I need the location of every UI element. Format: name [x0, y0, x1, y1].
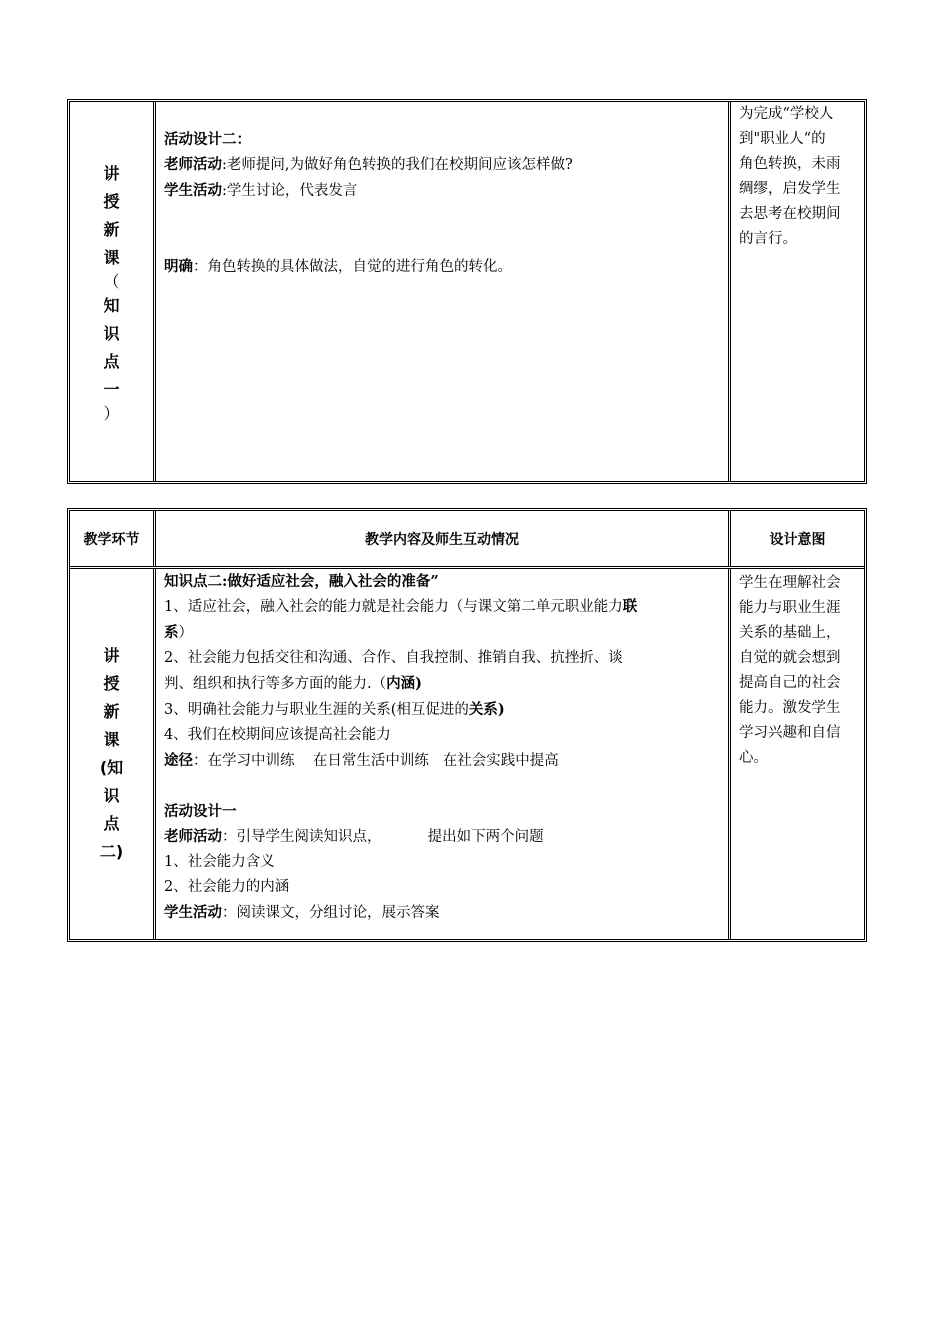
- stage-char: 课: [103, 247, 120, 267]
- item-text: ）: [178, 625, 193, 641]
- stage-char: 点: [103, 351, 120, 371]
- table-row: [70, 569, 864, 939]
- teacher-activity: [164, 152, 722, 178]
- content-cell: [156, 569, 731, 939]
- header-intent: 设计意图: [769, 531, 826, 548]
- clarify-label: 明确: [164, 258, 193, 275]
- intent-cell: [731, 569, 864, 939]
- stage-char: 新: [103, 219, 120, 239]
- teacher-text: :老师提问,为做好角色转换的我们在校期间应该怎样做?: [222, 157, 573, 173]
- stage-char: 识: [103, 323, 120, 343]
- item-text: 3、明确社会能力与职业生涯的关系(相互促进的: [164, 702, 469, 718]
- intent-line: 关系的基础上，: [739, 625, 841, 641]
- item-1: [164, 594, 722, 620]
- intent-line: 去思考在校期间: [739, 206, 841, 222]
- content-text: [164, 569, 722, 926]
- lesson-table-2: [67, 508, 867, 942]
- item-text: 判、组织和执行等多方面的能力.（: [164, 676, 387, 692]
- stage-cell: [70, 569, 156, 939]
- stage-char: 讲: [103, 646, 120, 665]
- stage-char: 新: [103, 702, 120, 721]
- teacher-label: 老师活动: [164, 828, 222, 845]
- item-bold: 内涵): [386, 675, 422, 692]
- stage-char: （: [103, 271, 120, 291]
- stage-char: 授: [103, 674, 120, 693]
- stage-char: ）: [103, 403, 120, 423]
- table-row: [70, 102, 864, 481]
- point-title: 知识点二:做好适应社会，融入社会的准备”: [164, 573, 439, 590]
- student-activity: [164, 900, 722, 926]
- student-text: :学生讨论，代表发言: [222, 183, 358, 199]
- activity-title: 活动设计二：: [164, 131, 251, 148]
- intent-line: 绸缪，启发学生: [739, 181, 841, 197]
- stage-char: 点: [103, 814, 120, 833]
- stage-char: 课: [103, 730, 120, 749]
- path-text: ：在学习中训练 在日常生活中训练 在社会实践中提高: [193, 753, 559, 769]
- header-row: [70, 511, 864, 569]
- stage-cell: [70, 102, 156, 481]
- design-intent: [739, 102, 860, 252]
- activity-title: 活动设计一: [164, 803, 237, 820]
- header-content: 教学内容及师生互动情况: [365, 531, 519, 548]
- stage-label: [70, 642, 153, 866]
- header-cell: [156, 511, 731, 566]
- intent-line: 能力。激发学生: [739, 700, 841, 716]
- header-cell: [731, 511, 864, 566]
- item-2-cont: [164, 671, 722, 697]
- teacher-label: 老师活动: [164, 156, 222, 173]
- stage-char: 一: [103, 379, 120, 399]
- intent-cell: [731, 102, 864, 481]
- stage-label: [70, 160, 153, 424]
- item-4: 4、我们在校期间应该提高社会能力: [164, 727, 391, 743]
- question-1: 1、社会能力含义: [164, 854, 275, 870]
- clarify-line: [164, 254, 722, 280]
- item-bold: 关系): [468, 701, 505, 718]
- intent-line: 为完成“学校人: [739, 106, 834, 122]
- stage-char: 识: [103, 786, 120, 805]
- intent-line: 自觉的就会想到: [739, 650, 841, 666]
- lesson-table-1: [67, 99, 867, 484]
- stage-char: (知: [99, 758, 124, 777]
- intent-line: 能力与职业生涯: [739, 600, 841, 616]
- item-text: 1、适应社会，融入社会的能力就是社会能力（与课文第二单元职业能力: [164, 599, 623, 615]
- header-cell: [70, 511, 156, 566]
- student-text: ：阅读课文，分组讨论，展示答案: [222, 905, 440, 921]
- intent-line: 学习兴趣和自信: [739, 725, 841, 741]
- stage-char: 授: [103, 191, 120, 211]
- stage-char: 知: [103, 295, 120, 315]
- item-1-cont: [164, 620, 722, 646]
- intent-line: 角色转换，未雨: [739, 156, 841, 172]
- stage-char: 二): [99, 842, 124, 861]
- item-3: [164, 697, 722, 723]
- teacher-activity: [164, 824, 722, 850]
- path-line: [164, 748, 722, 774]
- teacher-text: ：引导学生阅读知识点， 提出如下两个问题: [222, 829, 544, 845]
- intent-line: 学生在理解社会: [739, 575, 841, 591]
- clarify-text: ：角色转换的具体做法，自觉的进行角色的转化。: [193, 259, 512, 275]
- question-2: 2、社会能力的内涵: [164, 879, 290, 895]
- item-bold: 联: [622, 598, 638, 615]
- student-label: 学生活动: [164, 904, 222, 921]
- header-stage: 教学环节: [83, 531, 140, 548]
- item-2: 2、社会能力包括交往和沟通、合作、自我控制、推销自我、抗挫折、谈: [164, 650, 623, 666]
- intent-line: 提高自己的社会: [739, 675, 841, 691]
- intent-line: 的言行。: [739, 231, 797, 247]
- stage-char: 讲: [103, 163, 120, 183]
- intent-line: 到"职业人“的: [739, 131, 826, 147]
- path-label: 途径: [164, 752, 193, 769]
- content-cell: [156, 102, 731, 481]
- design-intent: [739, 571, 860, 771]
- student-label: 学生活动: [164, 182, 222, 199]
- student-activity: [164, 178, 722, 204]
- item-bold: 系: [164, 624, 179, 641]
- intent-line: 心。: [739, 750, 768, 766]
- content-text: [164, 127, 722, 280]
